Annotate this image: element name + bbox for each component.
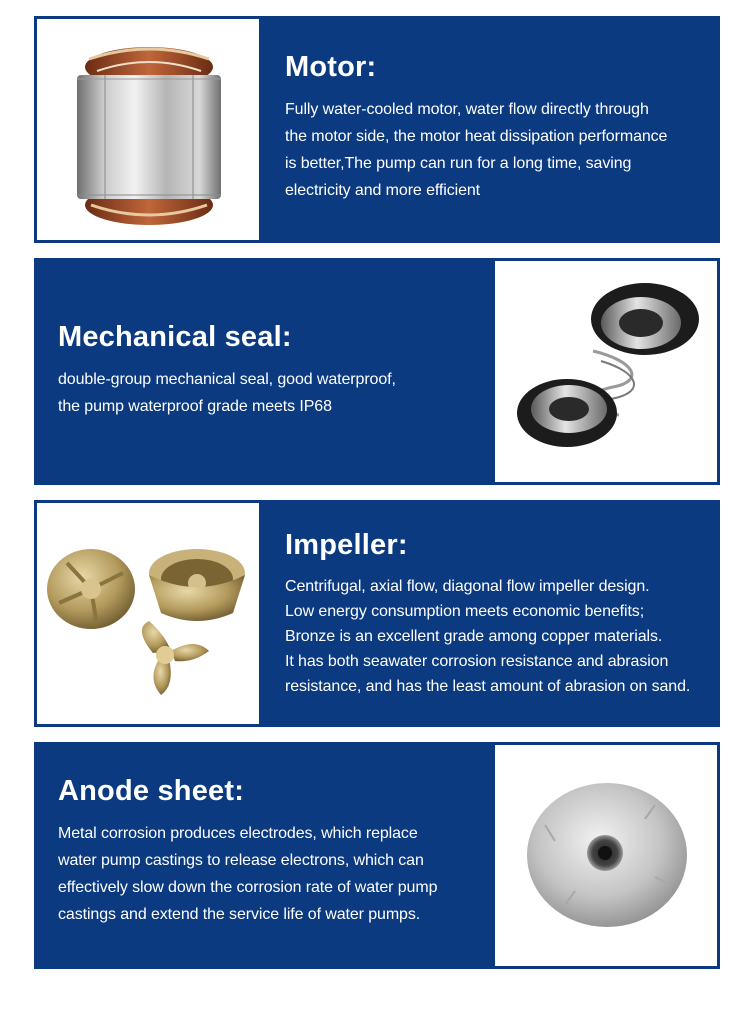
motor-section [34, 16, 720, 243]
anode-sheet-section [34, 742, 720, 969]
motor-line: Fully water-cooled motor, water flow directly through [285, 101, 649, 118]
mechanical-seal-title: Mechanical seal: [58, 321, 292, 353]
impeller-section [34, 500, 720, 727]
anode-sheet-line: water pump castings to release electrons, which can [58, 852, 424, 869]
mechanical-seal-text [58, 320, 396, 420]
impeller-line: It has both seawater corrosion resistance and abrasion [285, 653, 669, 670]
anode-sheet-text [58, 774, 437, 928]
motor-line: the motor side, the motor heat dissipation performance [285, 128, 668, 145]
motor-line: is better,The pump can run for a long time, saving [285, 155, 632, 172]
anode-sheet-line: effectively slow down the corrosion rate of water pump [58, 879, 438, 896]
mechanical-seal-line: the pump waterproof grade meets IP68 [58, 398, 332, 415]
motor-stator-image [37, 19, 259, 240]
anode-sheet-title: Anode sheet: [58, 775, 245, 807]
mechanical-seal-image [495, 261, 717, 482]
impeller-image [37, 503, 259, 724]
anode-sheet-line: castings and extend the service life of water pumps. [58, 906, 421, 923]
impeller-line: Centrifugal, axial flow, diagonal flow impeller design. [285, 578, 650, 595]
impeller-line: resistance, and has the least amount of abrasion on sand. [285, 678, 691, 695]
impeller-line: Bronze is an excellent grade among copper materials. [285, 628, 663, 645]
impeller-title: Impeller: [285, 529, 408, 561]
mechanical-seal-section [34, 258, 720, 485]
impeller-line: Low energy consumption meets economic benefits; [285, 603, 645, 620]
anode-sheet-image [495, 745, 717, 966]
motor-line: electricity and more efficient [285, 182, 481, 199]
motor-text [285, 50, 667, 204]
impeller-text [285, 528, 690, 699]
mechanical-seal-line: double-group mechanical seal, good waterproof, [58, 371, 396, 388]
anode-sheet-line: Metal corrosion produces electrodes, which replace [58, 825, 418, 842]
motor-title: Motor: [285, 51, 377, 83]
